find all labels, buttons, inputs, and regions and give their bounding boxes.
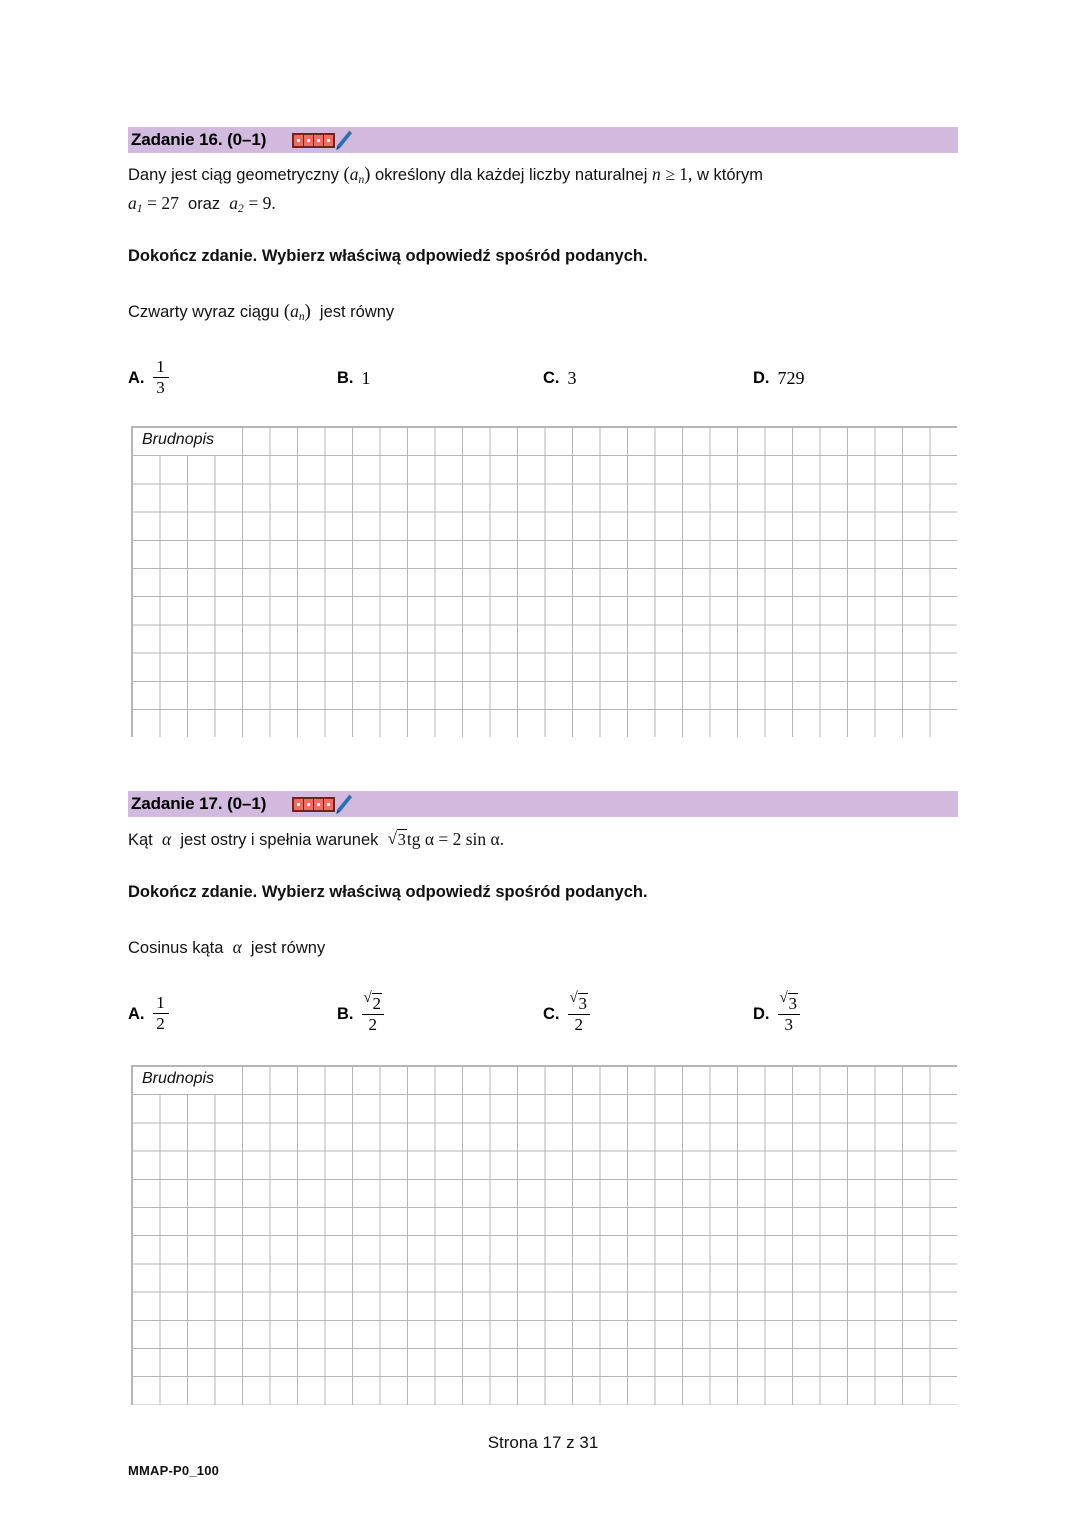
option-d-17-value: √ $\frac{3}{3}$ xyxy=(778,992,801,1034)
answer-boxes-icon xyxy=(292,133,335,148)
sqrt-3-icon: √ 3 xyxy=(388,829,407,851)
task-title-17: Zadanie 17. (0–1) xyxy=(131,794,267,813)
option-c-17[interactable]: C. √ $\frac{3}{2}$ xyxy=(543,991,590,1037)
task17-options xyxy=(128,991,958,1037)
option-a-17-value: $\frac{1}{2}$ xyxy=(153,994,169,1033)
task16-prompt-line1: Dany jest ciąg geometryczny $(a_n)$ określony dla każdej liczby naturalnej n ≥ 1, w którym xyxy=(128,164,764,186)
option-a-16-value: $\frac{1}{3}$ xyxy=(153,358,169,397)
pen-icon xyxy=(333,129,353,151)
scratch-label-17: Brudnopis xyxy=(142,1070,215,1087)
option-a-16[interactable]: A. $\frac{1}{3}$ xyxy=(128,355,169,401)
answer-boxes-icon xyxy=(292,797,335,812)
task16-stem: Czwarty wyraz ciągu $(a_n)$ jest równy xyxy=(128,301,395,323)
answer-boxes-pen-icon xyxy=(292,793,353,815)
option-d-16[interactable]: D. 729 xyxy=(753,367,805,388)
scratch-label-16: Brudnopis xyxy=(142,431,215,448)
task16-instruction: Dokończ zdanie. Wybierz właściwą odpowiedź spośród podanych. xyxy=(128,247,648,265)
option-c-17-value: √ $\frac{3}{2}$ xyxy=(568,992,591,1034)
sqrt-icon: √ 2 xyxy=(364,992,383,1014)
option-c-16-value: 3 xyxy=(567,367,577,388)
scratch-grid-17[interactable] xyxy=(131,1065,957,1405)
option-b-16[interactable]: B. 1 xyxy=(337,367,371,388)
option-d-16-value: 729 xyxy=(777,367,805,388)
scratch-grid-16[interactable] xyxy=(131,426,957,737)
task-header-bar-16 xyxy=(128,127,958,153)
task17-prompt: Kąt α jest ostry i spełnia warunek √ 3tg α = 2 sin α. xyxy=(128,828,504,851)
option-c-16[interactable]: C. 3 xyxy=(543,367,577,388)
task-header-bar-17 xyxy=(128,791,958,817)
option-a-17[interactable]: A. $\frac{1}{2}$ xyxy=(128,991,169,1037)
answer-boxes-pen-icon xyxy=(292,129,353,151)
sqrt-icon: √ 3 xyxy=(780,992,799,1014)
option-b-17-value: √ $\frac{2}{2}$ xyxy=(362,992,385,1034)
task17-instruction: Dokończ zdanie. Wybierz właściwą odpowiedź spośród podanych. xyxy=(128,883,648,901)
task-title-16: Zadanie 16. (0–1) xyxy=(131,130,267,149)
document-code: MMAP-P0_100 xyxy=(128,1463,220,1478)
task17-stem: Cosinus kąta α jest równy xyxy=(128,937,326,957)
option-b-17[interactable]: B. √ $\frac{2}{2}$ xyxy=(337,991,384,1037)
task16-options xyxy=(128,355,958,401)
sqrt-icon: √ 3 xyxy=(570,992,589,1014)
page-number: Strona 17 z 31 xyxy=(487,1433,599,1452)
option-d-17[interactable]: D. √ $\frac{3}{3}$ xyxy=(753,991,800,1037)
task16-prompt-line2: $a_1 = 27$ oraz $a_2 = 9$. xyxy=(128,193,276,215)
option-b-16-value: 1 xyxy=(361,367,371,388)
pen-icon xyxy=(333,793,353,815)
